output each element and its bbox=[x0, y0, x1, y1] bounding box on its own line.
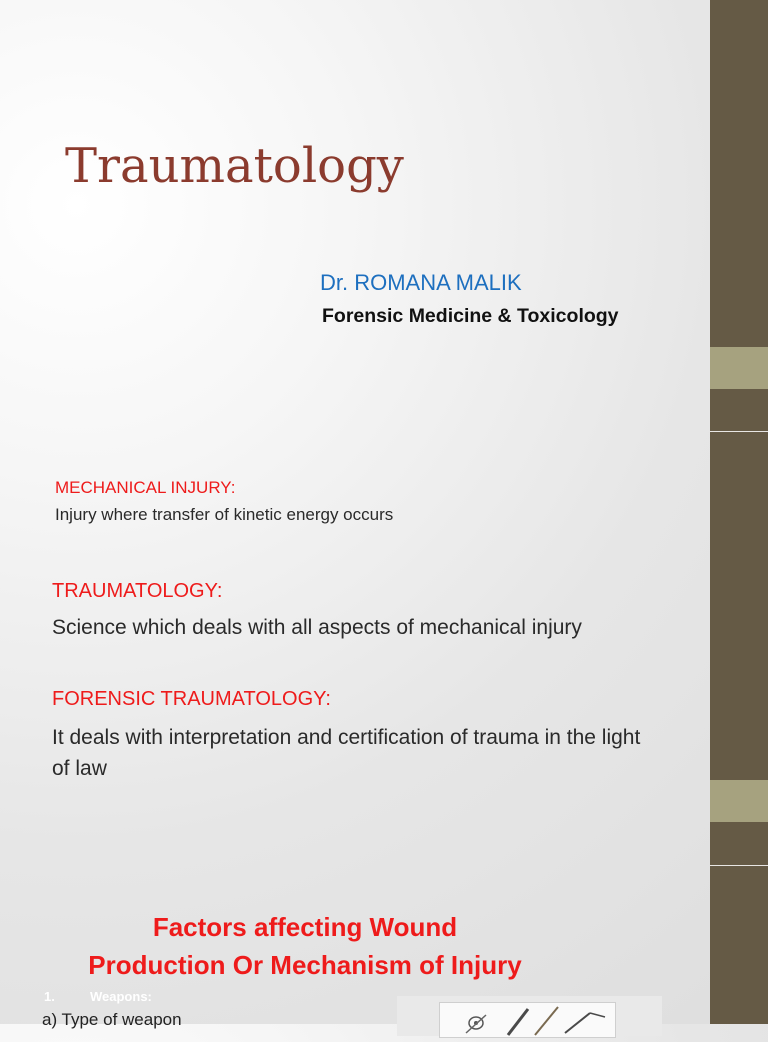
mechanical-injury-definition: Injury where transfer of kinetic energy occurs bbox=[55, 505, 394, 524]
factors-heading bbox=[40, 908, 570, 984]
factors-heading-line2: Production Or Mechanism of Injury bbox=[88, 950, 522, 980]
weapons-illustration bbox=[439, 1002, 616, 1038]
list-number: 1. bbox=[44, 989, 55, 1004]
slide-sidebar bbox=[710, 0, 768, 1024]
list-item-weapons: Weapons: bbox=[90, 989, 152, 1004]
sub-item-type-of-weapon: a) Type of weapon bbox=[42, 1010, 182, 1029]
factors-heading-line1: Factors affecting Wound bbox=[152, 912, 458, 942]
traumatology-definition: Science which deals with all aspects of mechanical injury bbox=[52, 616, 582, 639]
slide-divider bbox=[710, 431, 768, 432]
sidebar-accent-band bbox=[710, 347, 768, 389]
slide-title: Traumatology bbox=[65, 138, 404, 194]
author-name: Dr. ROMANA MALIK bbox=[320, 270, 522, 295]
weapon-sketch-icon bbox=[440, 1003, 615, 1037]
weapons-image bbox=[397, 996, 662, 1036]
sidebar-accent-band bbox=[710, 780, 768, 822]
slide-divider bbox=[710, 865, 768, 866]
traumatology-heading: TRAUMATOLOGY: bbox=[52, 580, 223, 602]
department-name: Forensic Medicine & Toxicology bbox=[322, 305, 619, 327]
forensic-traumatology-heading: FORENSIC TRAUMATOLOGY: bbox=[52, 688, 331, 710]
mechanical-injury-heading: MECHANICAL INJURY: bbox=[55, 478, 236, 497]
forensic-traumatology-definition: It deals with interpretation and certification of trauma in the light of law bbox=[52, 726, 641, 780]
